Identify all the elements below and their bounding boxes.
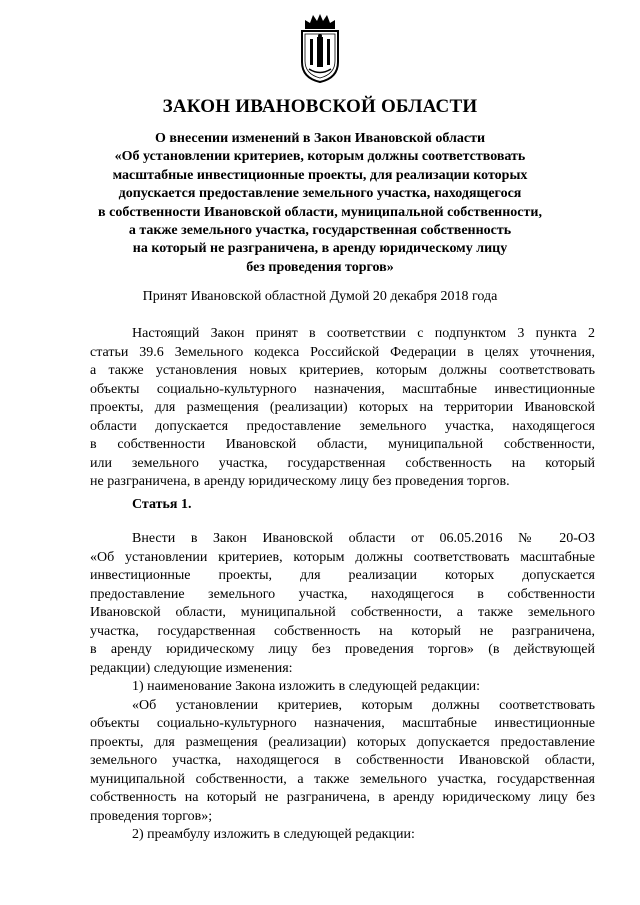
- preamble-line: объекты социально-культурного назначения, масштабные инвестиционные: [90, 381, 595, 397]
- quote-line: собственность на который не разграничена, в аренду юридическому лицу без: [90, 790, 595, 805]
- article-line: Ивановской области, муниципальной собственности, а также земельного: [90, 605, 595, 620]
- quote-line: земельного участка, находящегося в собственности Ивановской области,: [90, 753, 595, 768]
- preamble-line: а также установления новых критериев, которым должны соответствовать: [90, 363, 595, 378]
- article-line: участка, государственная собственность на который не разграничена,: [90, 623, 595, 639]
- subtitle-line: масштабные инвестиционные проекты, для реализации которых: [112, 167, 528, 183]
- subtitle-line: на который не разграничена, в аренду юридическому лицу: [132, 241, 508, 257]
- quote-line: «Об установлении критериев, которым должны соответствовать: [132, 697, 595, 713]
- article-line: редакции) следующие изменения:: [90, 660, 293, 676]
- preamble-line: Настоящий Закон принят в соответствии с подпунктом 3 пункта 2: [132, 326, 595, 341]
- article-line: «Об установлении критериев, которым должны соответствовать масштабные: [90, 549, 595, 565]
- preamble-line: или земельного участка, государственная собственность на который: [90, 455, 595, 471]
- article-line: предоставление земельного участка, находящегося в собственности: [90, 586, 595, 602]
- article-line: в аренду юридическому лицу без проведения торгов» (в действующей: [90, 642, 595, 657]
- article-intro-paragraph: [90, 530, 595, 845]
- quote-line: муниципальной собственности, а также земельного участка, государственная: [90, 771, 595, 787]
- preamble-line: в собственности Ивановской области, муниципальной собственности,: [90, 437, 595, 452]
- article-heading: Статья 1.: [132, 497, 192, 512]
- amendment-item-2: 2) преамбулу изложить в следующей редакции:: [132, 827, 415, 842]
- preamble-line: области допускается предоставление земельного участка, находящегося: [90, 418, 595, 434]
- quote-line: проекты, для размещения (реализации) которых допускается предоставление: [90, 734, 595, 750]
- subtitle-line: «Об установлении критериев, которым должны соответствовать: [114, 149, 526, 165]
- subtitle-line: без проведения торгов»: [246, 259, 394, 275]
- quote-line: объекты социально-культурного назначения, масштабные инвестиционные: [90, 716, 595, 731]
- law-subtitle: [60, 130, 580, 277]
- adoption-note: Принят Ивановской областной Думой 20 декабря 2018 года: [142, 289, 498, 304]
- law-title: ЗАКОН ИВАНОВСКОЙ ОБЛАСТИ: [162, 96, 478, 117]
- preamble-line: проекты, для размещения (реализации) которых на территории Ивановской: [90, 400, 595, 415]
- subtitle-line: в собственности Ивановской области, муниципальной собственности,: [98, 204, 542, 220]
- preamble-line: не разграничена, в аренду юридическому лицу без проведения торгов.: [90, 474, 510, 489]
- coat-of-arms-icon: [297, 12, 343, 84]
- subtitle-line: допускается предоставление земельного участка, находящегося: [118, 186, 522, 202]
- article-line: Внести в Закон Ивановской области от 06.05.2016 № 20-ОЗ: [132, 531, 595, 546]
- article-line: инвестиционные проекты, для реализации которых допускается: [90, 568, 595, 583]
- preamble-paragraph: [90, 325, 595, 492]
- preamble-line: статьи 39.6 Земельного кодекса Российской Федерации в целях уточнения,: [90, 344, 595, 360]
- quote-line: проведения торгов»;: [90, 808, 213, 824]
- subtitle-line: О внесении изменений в Закон Ивановской области: [154, 131, 486, 146]
- amendment-item-1: 1) наименование Закона изложить в следующей редакции:: [132, 679, 481, 694]
- subtitle-line: а также земельного участка, государственная собственность: [128, 223, 512, 239]
